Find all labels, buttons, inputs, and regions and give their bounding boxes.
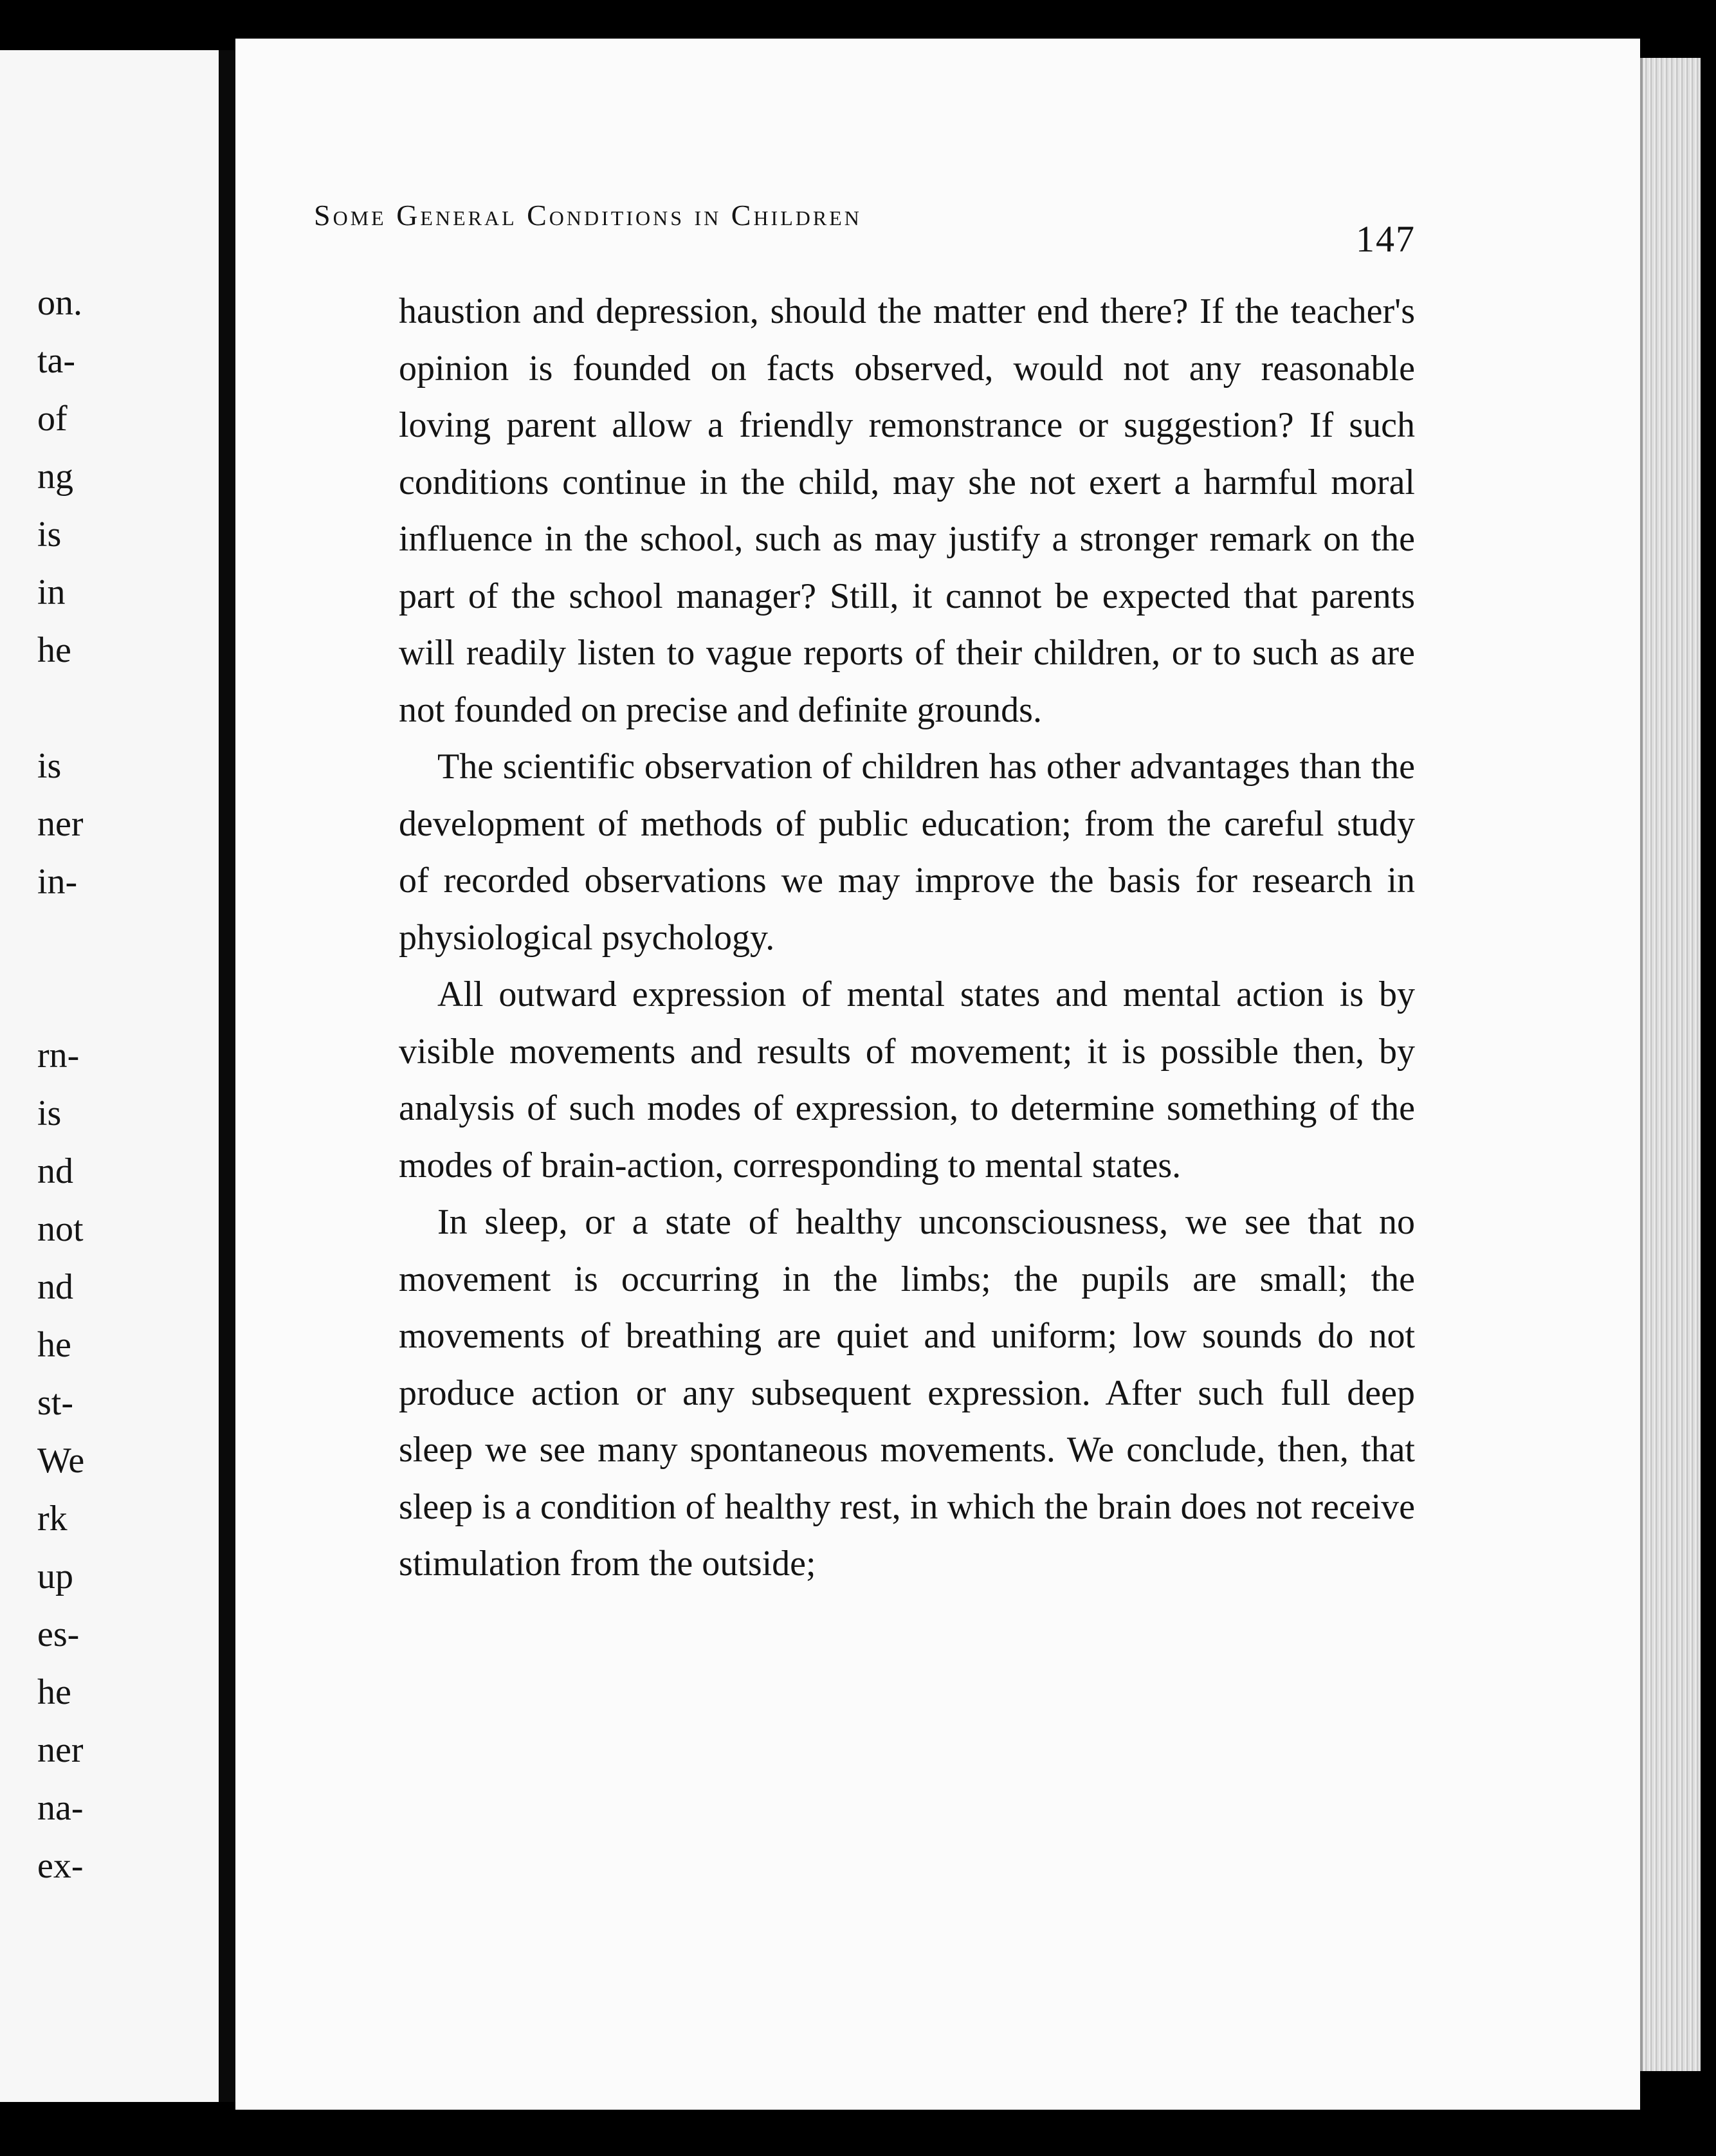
body-text bbox=[399, 283, 1415, 1593]
paragraph: haustion and depression, should the matter end there? If the teacher's opinion is founded on facts observed, would not any reasonable loving parent allow a friendly remonstrance or suggestion? If such conditions continue in the child, may she not exert a harmful moral influence in the school, such as may justify a stronger remark on the part of the school manager? Still, it cannot be expected that parents will readily listen to vague reports of their children, or to such as are not founded on precise and definite grounds. bbox=[399, 291, 1415, 730]
book-gutter bbox=[219, 50, 235, 2102]
page-number: 147 bbox=[1356, 218, 1416, 260]
running-head: Some General Conditions in Children bbox=[314, 199, 862, 232]
paragraph: The scientific observation of children has other advantages than the development of methods of public education; from the careful study of recorded observations we may improve the basis for research in physiological psychology. bbox=[399, 747, 1415, 958]
paragraph: In sleep, or a state of healthy unconsciousness, we see that no movement is occurring in the limbs; the pupils are small; the movements of breathing are quiet and uniform; low sounds do not produce action or any subsequent expression. After such full deep sleep we see many spontaneous movements. We conclude, then, that sleep is a condition of healthy rest, in which the brain does not receive stimulation from the outside; bbox=[399, 1202, 1415, 1584]
paragraph: All outward expression of mental states and mental action is by visible movements and results of movement; it is possible then, by analysis of such modes of expression, to determine something of the modes of brain-action, corresponding to mental states. bbox=[399, 974, 1415, 1185]
left-page-line-endings: on. ta- of ng is in he is ner in- rn- is nd not nd he st- We rk up es- he ner na- ex- bbox=[37, 283, 85, 1886]
left-page bbox=[0, 50, 219, 2102]
page-edges bbox=[1640, 58, 1701, 2071]
